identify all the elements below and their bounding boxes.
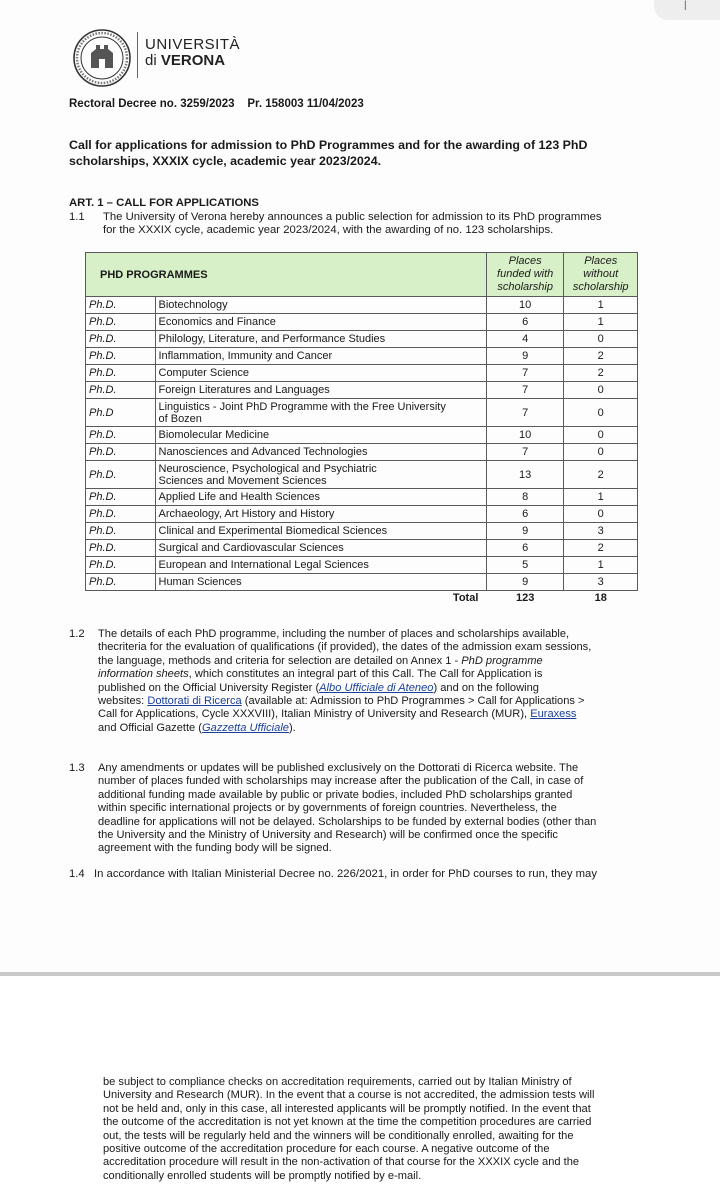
header-without-l1: Places xyxy=(584,255,618,267)
programme-name-text: European and International Legal Sciences xyxy=(158,559,369,571)
p13-line: within specific international projects or by governments of foreign countries. Nevertheless, the xyxy=(98,802,557,815)
table-row xyxy=(86,540,638,557)
programme-name-text: Inflammation, Immunity and Cancer xyxy=(158,350,333,362)
article-heading: ART. 1 – CALL FOR APPLICATIONS xyxy=(69,197,259,209)
programme-name-text: Applied Life and Health Sciences xyxy=(158,491,320,503)
table-row xyxy=(86,382,638,399)
p13-line: the University and the Ministry of University and Research) will be confirmed once the specific xyxy=(98,829,558,842)
programme-name xyxy=(155,489,486,506)
programme-name-text: Linguistics - Joint PhD Programme with the Free University xyxy=(158,400,446,413)
university-name-line2 xyxy=(145,52,225,69)
programme-name xyxy=(155,365,486,382)
places-funded: 6 xyxy=(486,540,564,557)
programme-name xyxy=(155,427,486,444)
places-without: 1 xyxy=(564,314,638,331)
paragraph-number-1-1: 1.1 xyxy=(69,211,85,223)
university-name-city: VERONA xyxy=(160,52,226,69)
table-row xyxy=(86,557,638,574)
table-row xyxy=(86,314,638,331)
annex-title-cont: information sheets xyxy=(98,668,189,681)
programme-name xyxy=(155,382,486,399)
programme-degree: Ph.D. xyxy=(86,557,156,574)
table-row xyxy=(86,297,638,314)
programme-name-text: Human Sciences xyxy=(158,576,242,588)
p12-line xyxy=(98,722,652,735)
programme-degree: Ph.D xyxy=(86,399,156,427)
call-title-line1: Call for applications for admission to PhD Programmes and for the awarding of 123 PhD xyxy=(69,138,588,152)
p13-line: number of places funded with scholarships may increase after the publication of the Call, in case of xyxy=(98,775,584,788)
places-funded: 7 xyxy=(486,382,564,399)
table-total-row xyxy=(86,591,638,606)
page2-line: positive outcome of the accreditation procedure for each course. A negative outcome of the xyxy=(103,1143,550,1156)
page2-line: University and Research (MUR). In the event that a course is not accredited, the admission tests will xyxy=(103,1089,595,1102)
places-without: 2 xyxy=(564,540,638,557)
table-row xyxy=(86,489,638,506)
programme-name xyxy=(155,331,486,348)
euraxess-link[interactable]: Euraxess xyxy=(530,708,577,721)
paragraph-1-4-continued xyxy=(103,1076,653,1183)
table-row xyxy=(86,574,638,591)
programme-degree: Ph.D. xyxy=(86,427,156,444)
p12-text: published on the Official University Register ( xyxy=(98,681,320,694)
programme-degree: Ph.D. xyxy=(86,574,156,591)
programme-name-text: Biomolecular Medicine xyxy=(158,429,270,441)
programme-degree: Ph.D. xyxy=(86,540,156,557)
programme-name-text: Neuroscience, Psychological and Psychiatric xyxy=(158,462,377,475)
p12-text: websites: xyxy=(98,695,148,708)
programme-name xyxy=(155,348,486,365)
programme-degree: Ph.D. xyxy=(86,489,156,506)
table-row xyxy=(86,506,638,523)
programme-name xyxy=(155,506,486,523)
programme-degree: Ph.D. xyxy=(86,444,156,461)
places-funded: 9 xyxy=(486,348,564,365)
programme-degree: Ph.D. xyxy=(86,506,156,523)
p13-line: agreement with the funding body will be signed. xyxy=(98,842,332,855)
programme-name-text: Foreign Literatures and Languages xyxy=(158,384,330,396)
paragraph-1-1-line1: The University of Verona hereby announces a public selection for admission to its PhD programmes xyxy=(103,211,602,223)
university-seal-logo xyxy=(72,28,132,88)
table-header-programmes: PHD PROGRAMMES xyxy=(86,253,487,297)
paragraph-1-1-line2: for the XXXIX cycle, academic year 2023/2024, with the awarding of no. 123 scholarships. xyxy=(103,224,554,236)
places-without: 1 xyxy=(564,557,638,574)
places-without: 3 xyxy=(564,574,638,591)
p13-line: additional funding made available by public or private bodies, included PhD scholarships granted xyxy=(98,788,573,801)
p12-line xyxy=(98,682,652,695)
page2-line: the outcome of the accreditation is not yet known at the time the competition procedures are carried xyxy=(103,1116,592,1129)
programme-name-text-cont: Sciences and Movement Sciences xyxy=(158,474,327,487)
programme-name xyxy=(155,523,486,540)
programme-name xyxy=(155,444,486,461)
header-funded-l2: funded with xyxy=(497,268,554,280)
places-funded: 5 xyxy=(486,557,564,574)
total-funded: 123 xyxy=(515,592,535,604)
programme-name-text: Biotechnology xyxy=(158,299,228,311)
places-funded: 13 xyxy=(486,461,564,489)
paragraph-number-1-2: 1.2 xyxy=(69,628,85,640)
programme-name xyxy=(155,540,486,557)
programme-name xyxy=(155,574,486,591)
places-without: 3 xyxy=(564,523,638,540)
programme-degree: Ph.D. xyxy=(86,297,156,314)
paragraph-1-2 xyxy=(98,628,652,735)
phd-programmes-table xyxy=(85,252,638,605)
places-funded: 4 xyxy=(486,331,564,348)
programme-degree: Ph.D. xyxy=(86,523,156,540)
paragraph-1-4-line1: In accordance with Italian Ministerial Decree no. 226/2021, in order for PhD courses to run, they may xyxy=(94,868,597,880)
table-row xyxy=(86,331,638,348)
page2-line: out, the tests will be regularly held and the winners will be conditionally enrolled, awaiting for the xyxy=(103,1129,574,1142)
table-row xyxy=(86,365,638,382)
programme-name xyxy=(155,314,486,331)
places-without: 1 xyxy=(564,297,638,314)
programme-name-text-cont: of Bozen xyxy=(158,412,202,425)
places-funded: 8 xyxy=(486,489,564,506)
total-label: Total xyxy=(452,592,479,604)
header-funded-l3: scholarship xyxy=(497,281,553,293)
programme-name-text: Computer Science xyxy=(158,367,249,379)
places-without: 1 xyxy=(564,489,638,506)
table-row xyxy=(86,444,638,461)
places-without: 0 xyxy=(564,506,638,523)
places-funded: 6 xyxy=(486,314,564,331)
logo-divider xyxy=(137,32,138,78)
places-funded: 7 xyxy=(486,444,564,461)
places-funded: 7 xyxy=(486,399,564,427)
p12-text: Call for Applications, Cycle XXXVIII), Italian Ministry of University and Research (MUR), xyxy=(98,708,531,721)
places-without: 0 xyxy=(564,382,638,399)
paragraph-number-1-4: 1.4 xyxy=(69,868,85,880)
programme-degree: Ph.D. xyxy=(86,382,156,399)
header-funded-l1: Places xyxy=(508,255,542,267)
page2-line: accreditation procedure will result in the non-activation of that course for the XXXIX cycle and the xyxy=(103,1156,580,1169)
table-row xyxy=(86,348,638,365)
p12-line xyxy=(98,695,652,708)
viewer-corner-overlay: | xyxy=(654,0,720,20)
places-funded: 7 xyxy=(486,365,564,382)
programme-name-text: Philology, Literature, and Performance Studies xyxy=(158,333,386,345)
header-without-l2: without xyxy=(583,268,619,280)
p12-text: ) and on the following xyxy=(433,681,539,694)
places-without: 0 xyxy=(564,399,638,427)
annex-title: PhD programme xyxy=(461,654,543,667)
p12-line: The details of each PhD programme, including the number of places and scholarships available, xyxy=(98,628,570,640)
programme-name xyxy=(155,297,486,314)
albo-link[interactable]: Albo Ufficiale di Ateneo xyxy=(319,681,434,694)
table-header-without xyxy=(564,253,638,297)
table-row xyxy=(86,523,638,540)
programme-degree: Ph.D. xyxy=(86,331,156,348)
p12-line xyxy=(98,708,652,721)
programme-name-text: Nanosciences and Advanced Technologies xyxy=(158,446,368,458)
places-without: 0 xyxy=(564,444,638,461)
places-funded: 9 xyxy=(486,574,564,591)
p12-text: and Official Gazette ( xyxy=(98,721,203,734)
table-row xyxy=(86,399,638,427)
programme-name xyxy=(155,399,486,427)
table-body xyxy=(86,297,638,606)
programme-name xyxy=(155,557,486,574)
p12-line xyxy=(98,655,652,668)
document-page-2 xyxy=(0,976,720,1192)
programme-degree: Ph.D. xyxy=(86,365,156,382)
places-funded: 9 xyxy=(486,523,564,540)
places-without: 2 xyxy=(564,348,638,365)
p12-text: (available at: Admission to PhD Programmes > Call for Applications > xyxy=(241,695,585,708)
paragraph-number-1-3: 1.3 xyxy=(69,762,85,774)
programme-name xyxy=(155,461,486,489)
p12-line: thecriteria for the evaluation of qualifications (if provided), the dates of the admission exam sessions, xyxy=(98,641,592,654)
places-without: 0 xyxy=(564,331,638,348)
paragraph-1-3 xyxy=(98,762,652,856)
places-without: 0 xyxy=(564,427,638,444)
p12-line xyxy=(98,668,652,681)
gazzetta-link[interactable]: Gazzetta Ufficiale xyxy=(202,721,289,734)
programme-degree: Ph.D. xyxy=(86,348,156,365)
call-title-line2: scholarships, XXXIX cycle, academic year 2023/2024. xyxy=(69,154,382,168)
page2-line: not be held and, only in this case, all interested applicants will be promptly notified. In the event that xyxy=(103,1102,591,1115)
places-without: 2 xyxy=(564,365,638,382)
programme-name-text: Archaeology, Art History and History xyxy=(158,508,335,520)
p12-text: the language, methods and criteria for selection are detailed on Annex 1 - xyxy=(98,654,462,667)
page2-line: conditionally enrolled students will be promptly notified by e-mail. xyxy=(103,1169,422,1182)
programme-name-text: Surgical and Cardiovascular Sciences xyxy=(158,542,344,554)
total-without: 18 xyxy=(594,592,607,604)
programme-degree: Ph.D. xyxy=(86,314,156,331)
p13-line: deadline for applications will not be delayed. Scholarships to be funded by external bodies (other than xyxy=(98,815,597,828)
places-funded: 10 xyxy=(486,297,564,314)
dottorati-link[interactable]: Dottorati di Ricerca xyxy=(147,695,242,708)
university-name-line1: UNIVERSITÀ xyxy=(145,36,241,53)
table-row xyxy=(86,461,638,489)
programme-name-text: Clinical and Experimental Biomedical Sciences xyxy=(158,525,388,537)
programme-degree: Ph.D. xyxy=(86,461,156,489)
decree-reference: Rectoral Decree no. 3259/2023 Pr. 158003 11/04/2023 xyxy=(69,98,364,110)
places-without: 2 xyxy=(564,461,638,489)
p12-text: , which constitutes an integral part of this Call. The Call for Application is xyxy=(188,668,543,681)
p12-text: ). xyxy=(288,721,296,734)
places-funded: 10 xyxy=(486,427,564,444)
header-without-l3: scholarship xyxy=(572,281,629,293)
table-row xyxy=(86,427,638,444)
table-header-funded xyxy=(486,253,564,297)
places-funded: 6 xyxy=(486,506,564,523)
page2-line: be subject to compliance checks on accreditation requirements, carried out by Italian Ministry of xyxy=(103,1076,572,1088)
p13-line: Any amendments or updates will be published exclusively on the Dottorati di Ricerca website. The xyxy=(98,762,579,774)
university-name-prefix: di xyxy=(145,52,157,69)
programme-name-text: Economics and Finance xyxy=(158,316,276,328)
